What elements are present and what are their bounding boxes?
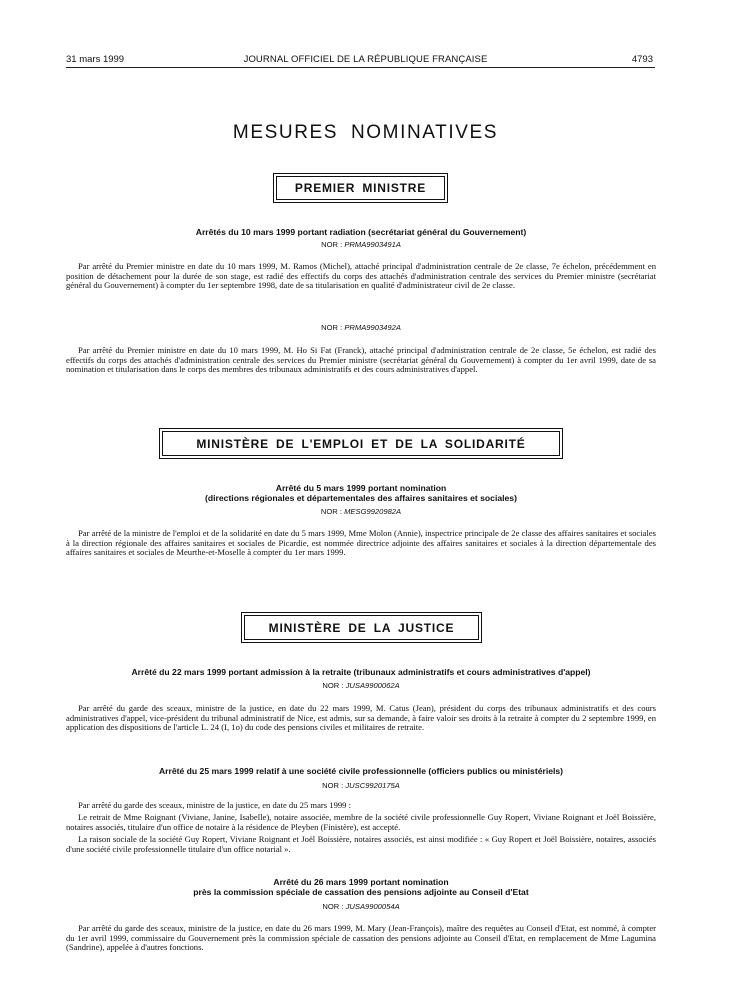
decree-paragraph: La raison sociale de la société Guy Ropert, Viviane Roignant et Joël Boissière, notaires associés, est ainsi modifiée : « Guy Ropert et Joël Boissière, notaires, associés d'une société civile professionnelle titulaire d'un office notarial ». <box>66 834 656 854</box>
nor-reference <box>66 323 656 332</box>
nor-code: PRMA9903491A <box>344 240 401 249</box>
decree-paragraph: Par arrêté du garde des sceaux, ministre de la justice, en date du 26 mars 1999, M. Mary (Jean-François), maître des requêtes au Conseil d'Etat, est nommé, à compter du 1er avril 1999, commissaire du Gouvernement près la commission spéciale de cassation des pensions adjointe au Conseil d'Etat, en remplacement de Mme Lagumina (Sandrine), appelée à d'autres fonctions. <box>66 923 656 953</box>
decree-heading: Arrêtés du 10 mars 1999 portant radiation (secrétariat général du Gouvernement) <box>195 227 527 237</box>
nor-label: NOR : <box>322 781 344 790</box>
decree-paragraph: Le retrait de Mme Roignant (Viviane, Janine, Isabelle), notaire associée, membre de la société civile professionnelle Guy Ropert, Viviane Roignant et Joël Boissière, notaires associés, titulaire d'un office de notaire à la résidence de Pleyben (Finistère), est accepté. <box>66 812 656 832</box>
decree-heading: Arrêté du 26 mars 1999 portant nomination <box>273 877 449 887</box>
decree-paragraph: Par arrêté du garde des sceaux, ministre de la justice, en date du 22 mars 1999, M. Catus (Jean), président du corps des tribunaux administratifs et des cours administratives d'appel, vice-président du tribunal administratif de Nice, est admis, sur sa demande, à faire valoir ses droits à la retraite à compter du 2 septembre 1999, en application des dispositions de l'article L. 24 (I, 1o) du code des pensions civiles et militaires de retraite. <box>66 703 656 733</box>
decree-paragraph: Par arrêté du garde des sceaux, ministre de la justice, en date du 25 mars 1999 : <box>78 800 351 810</box>
decree-paragraph: Par arrêté du Premier ministre en date du 10 mars 1999, M. Ramos (Michel), attaché principal d'administration centrale de 2e classe, 7e échelon, précédemment en position de détachement pour la durée de son stage, est radié des effectifs du corps des attachés d'administration centrale des services du Premier ministre (secrétariat général du Gouvernement) à compter du 1er septembre 1998, date de sa titularisation en qualité d'administrateur civil de 2e classe. <box>66 261 656 291</box>
nor-label: NOR : <box>320 507 342 516</box>
nor-code: JUSC9920175A <box>345 781 400 790</box>
ministry-box-justice <box>241 612 482 643</box>
nor-reference <box>66 507 656 516</box>
header-journal-title: JOURNAL OFFICIEL DE LA RÉPUBLIQUE FRANÇAISE <box>243 54 488 65</box>
nor-label: NOR : <box>322 681 344 690</box>
nor-code: PRMA9903492A <box>344 323 401 332</box>
decree-heading-line2: près la commission spéciale de cassation des pensions adjointe au Conseil d'Etat <box>193 887 529 897</box>
nor-reference <box>66 902 656 911</box>
header-page-number: 4793 <box>631 54 653 65</box>
header-rule <box>66 67 655 68</box>
nor-code: JUSA9900062A <box>345 681 400 690</box>
decree-heading: Arrêté du 22 mars 1999 portant admission à la retraite (tribunaux administratifs et cours administratives d'appel) <box>131 667 591 677</box>
decree-heading-line2: (directions régionales et départementales des affaires sanitaires et sociales) <box>205 493 517 503</box>
decree-heading: Arrêté du 5 mars 1999 portant nomination <box>275 483 447 493</box>
nor-label: NOR : <box>322 902 344 911</box>
decree-paragraph: Par arrêté du Premier ministre en date du 10 mars 1999, M. Ho Si Fat (Franck), attaché principal d'administration centrale de 2e classe, 5e échelon, est radié des effectifs du corps des attachés d'administration centrale des services du Premier ministre (secrétariat général du Gouvernement) à compter du 1er avril 1999, date de sa nomination et titularisation dans le corps des membres des tribunaux administratifs et des cours administratives d'appel. <box>66 345 656 375</box>
ministry-box-emploi-solidarite <box>159 428 563 459</box>
nor-reference <box>66 240 656 249</box>
nor-reference <box>66 781 656 790</box>
header-date: 31 mars 1999 <box>66 54 125 65</box>
nor-reference <box>66 681 656 690</box>
running-header <box>0 54 731 68</box>
decree-heading: Arrêté du 25 mars 1999 relatif à une société civile professionnelle (officiers publics ou ministériels) <box>158 766 564 776</box>
decree-paragraph: Par arrêté de la ministre de l'emploi et de la solidarité en date du 5 mars 1999, Mme Molon (Annie), inspectrice principale de 2e classe des affaires sanitaires et sociales à la direction régionale des affaires sanitaires et sociales de Picardie, est nommée directrice adjointe des affaires sanitaires et sociales à la direction départementale des affaires sanitaires et sociales de Meurthe-et-Moselle à compter du 1er mars 1999. <box>66 528 656 558</box>
nor-code: JUSA9900054A <box>345 902 400 911</box>
nor-code: MESG9920982A <box>344 507 402 516</box>
ministry-box-premier-ministre <box>273 173 448 203</box>
page-title: MESURES NOMINATIVES <box>232 122 499 143</box>
ministry-title: MINISTÈRE DE LA JUSTICE <box>244 615 479 640</box>
nor-label: NOR : <box>321 323 343 332</box>
ministry-title: MINISTÈRE DE L'EMPLOI ET DE LA SOLIDARITÉ <box>162 431 560 456</box>
ministry-title: PREMIER MINISTRE <box>276 176 445 200</box>
nor-label: NOR : <box>321 240 343 249</box>
